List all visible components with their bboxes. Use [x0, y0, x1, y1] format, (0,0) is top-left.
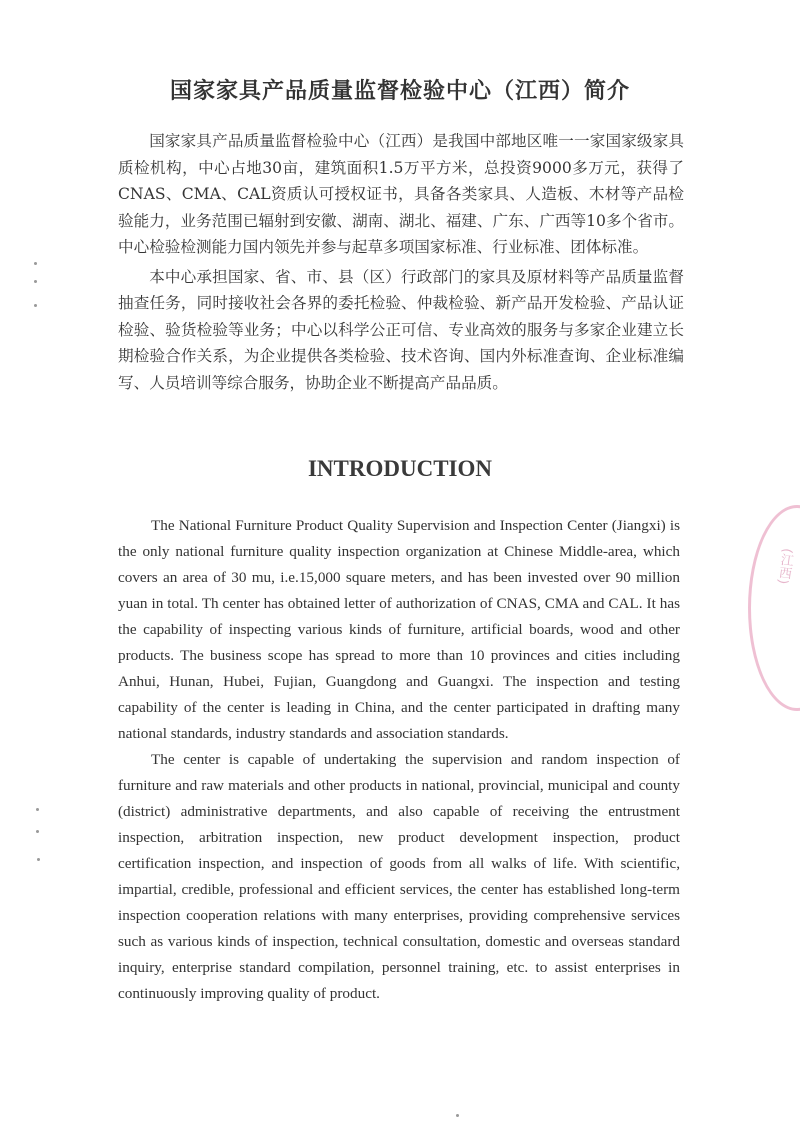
chinese-paragraph-2: 本中心承担国家、省、市、县（区）行政部门的家具及原材料等产品质量监督抽查任务，同时接收社会各界的委托检验、仲裁检验、新产品开发检验、产品认证检验、验货检验等业务；中心以科学公正可信、专业高效的服务与多家企业建立长期检验合作关系，为企业提供各类检验、技术咨询、国内外标准查询、企业标准编写、人员培训等综合服务，协助企业不断提高产品品质。	[118, 267, 684, 392]
official-seal-stamp	[748, 505, 800, 711]
english-title: INTRODUCTION	[307, 456, 493, 481]
scan-speck	[34, 280, 37, 283]
english-paragraph-1: The National Furniture Product Quality Supervision and Inspection Center (Jiangxi) is the only national furniture quality inspection organization at Chinese Middle-area, which covers an area of 30 mu, i.e.15,000 square meters, and has been invested over 90 million yuan in total. Th center has obtained letter of authorization of CNAS, CMA and CAL. It has the capability of inspecting various kinds of furniture, artificial boards, wood and other products. The business scope has spread to more than 10 provinces and cities including Anhui, Hunan, Hubei, Fujian, Guangdong and Guangxi. The inspection and testing capability of the center is leading in China, and the center participated in drafting many national standards, industry standards and association standards.	[118, 517, 680, 742]
english-paragraph-2: The center is capable of undertaking the supervision and random inspection of furniture and raw materials and other products in national, provincial, municipal and county (district) administrative departments, and also capable of receiving the entrustment inspection, arbitration inspection, new product development inspection, product certification inspection, and inspection of goods from all walks of life. With scientific, impartial, credible, professional and efficient services, the center has established long-term inspection cooperation relations with many enterprises, providing comprehensive services such as various kinds of inspection, technical consultation, domestic and overseas standard inquiry, enterprise standard compilation, personnel training, etc. to assist enterprises in continuously improving quality of product.	[118, 751, 680, 1002]
scan-speck	[36, 830, 39, 833]
chinese-paragraph-1: 国家家具产品质量监督检验中心（江西）是我国中部地区唯一一家国家级家具质检机构，中心占地30亩，建筑面积1.5万平方米，总投资9000多万元，获得了CNAS、CMA、CAL资质认可授权证书，具备各类家具、人造板、木材等产品检验能力，业务范围已辐射到安徽、湖南、湖北、福建、广东、广西等10多个省市。中心检验检测能力国内领先并参与起草多项国家标准、行业标准、团体标准。	[118, 132, 684, 256]
scan-speck	[456, 1114, 459, 1117]
scan-speck	[34, 304, 37, 307]
english-body	[118, 513, 680, 1007]
scan-speck	[36, 808, 39, 811]
official-seal-text: (江西)	[774, 547, 795, 586]
scan-speck	[37, 858, 40, 861]
chinese-body	[118, 128, 684, 396]
chinese-title: 国家家具产品质量监督检验中心（江西）简介	[169, 79, 630, 104]
scan-speck	[34, 262, 37, 265]
